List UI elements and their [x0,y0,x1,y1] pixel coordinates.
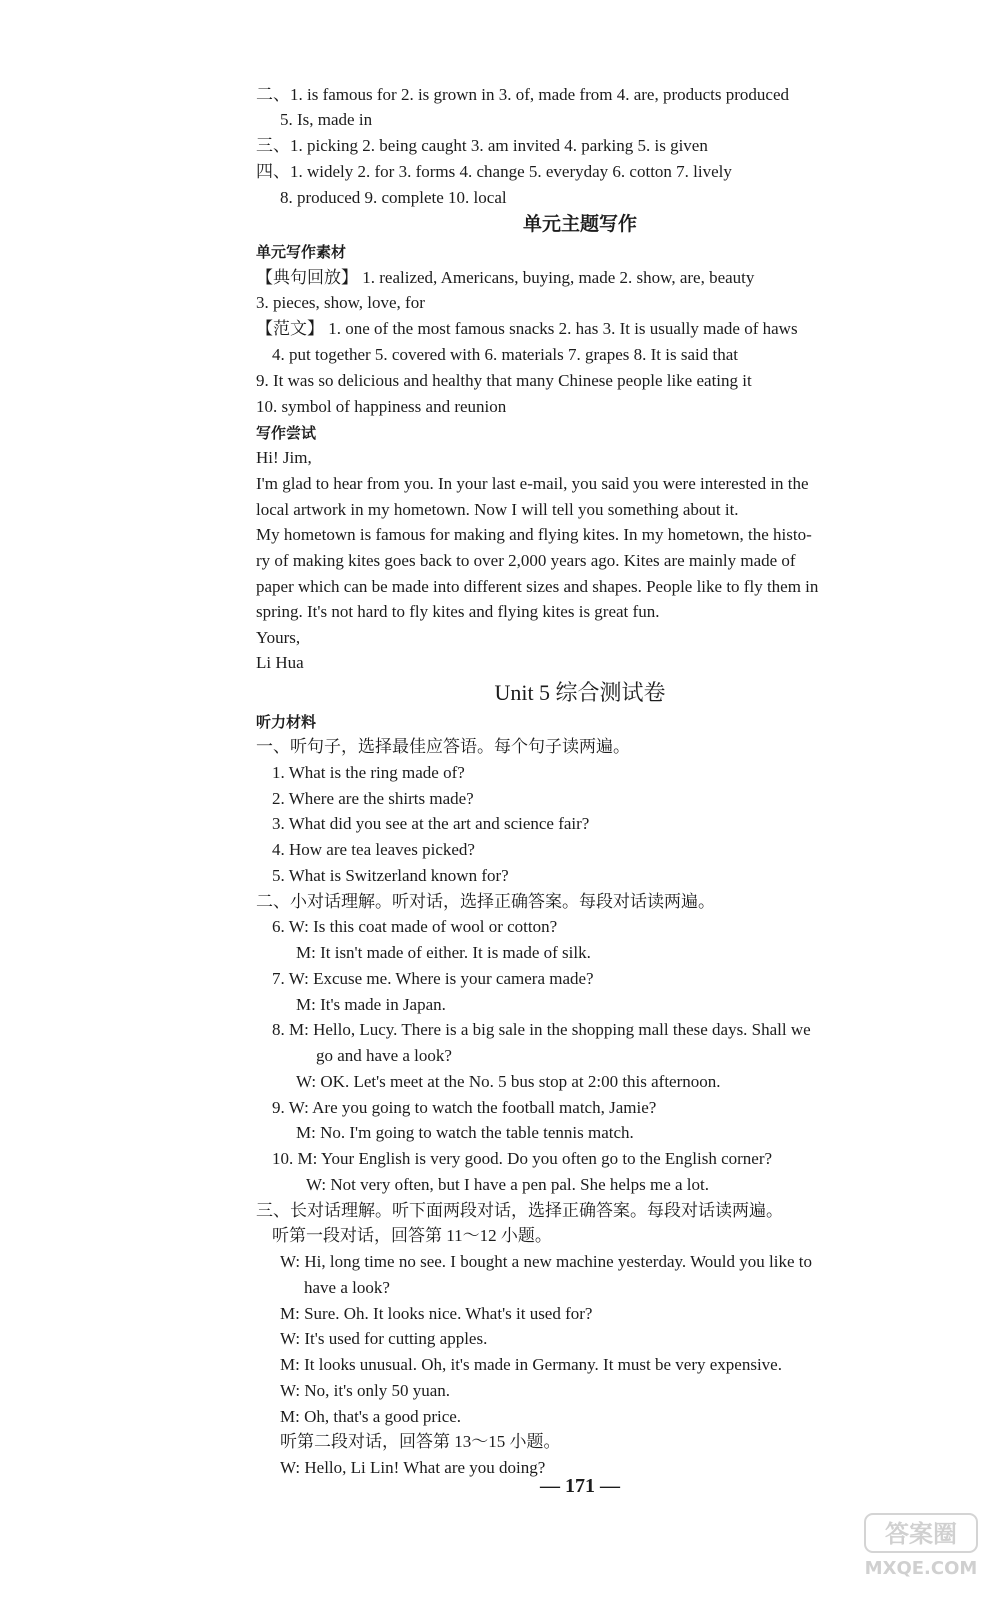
text-line: 3. pieces, show, love, for [256,293,425,312]
watermark-logo-icon [861,1512,981,1582]
text-line: 9. It was so delicious and healthy that many Chinese people like eating it [256,371,752,390]
text-line: 8. M: Hello, Lucy. There is a big sale in the shopping mall these days. Shall we [272,1020,811,1039]
text-line: spring. It's not hard to fly kites and flying kites is great fun. [256,602,660,621]
text-line: have a look? [304,1278,390,1297]
text-line: 1. What is the ring made of? [272,763,465,782]
text-line: 10. symbol of happiness and reunion [256,397,507,416]
text-line: 4. put together 5. covered with 6. materials 7. grapes 8. It is said that [272,345,738,364]
text-line: W: It's used for cutting apples. [280,1329,488,1348]
text-line: My hometown is famous for making and flying kites. In my hometown, the histo- [256,525,812,544]
watermark-logo [861,1512,981,1582]
text-line: M: No. I'm going to watch the table tennis match. [296,1123,634,1142]
page-number: — 171 — [540,1475,620,1497]
text-line: 5. What is Switzerland known for? [272,866,509,885]
text-line: Li Hua [256,653,304,672]
text-line: I'm glad to hear from you. In your last e-mail, you said you were interested in the [256,474,809,493]
text-line: 5. Is, made in [280,110,373,129]
text-line: W: Not very often, but I have a pen pal. She helps me a lot. [306,1175,710,1194]
text-line: W: No, it's only 50 yuan. [280,1381,451,1400]
text-line: M: It's made in Japan. [296,995,446,1014]
text-line: 8. produced 9. complete 10. local [280,188,507,207]
text-line: 听第二段对话，回答第 13～15 小题。 [280,1432,561,1451]
text-line: 3. What did you see at the art and science fair? [272,814,590,833]
text-line: Hi! Jim, [256,448,312,467]
text-line: local artwork in my hometown. Now I will tell you something about it. [256,500,739,519]
text-line: 4. How are tea leaves picked? [272,840,475,859]
text-line: 听第一段对话，回答第 11～12 小题。 [272,1226,552,1245]
section-heading: 写作尝试 [256,424,317,442]
text-line: 二、小对话理解。听对话，选择正确答案。每段对话读两遍。 [256,892,715,911]
section-title: 单元主题写作 [522,213,637,235]
text-line: paper which can be made into different sizes and shapes. People like to fly them in [256,577,819,596]
text-line: M: It looks unusual. Oh, it's made in Germany. It must be very expensive. [280,1355,782,1374]
text-line: 二、1. is famous for 2. is grown in 3. of, made from 4. are, products produced [256,85,790,104]
section-heading: 听力材料 [256,713,317,731]
text-line: 【典句回放】 1. realized, Americans, buying, made 2. show, are, beauty [256,268,755,287]
text-line: 三、1. picking 2. being caught 3. am invited 4. parking 5. is given [256,136,708,155]
text-line: 一、听句子，选择最佳应答语。每个句子读两遍。 [256,737,630,756]
watermark-url: MXQE.COM [864,1558,978,1579]
text-line: W: OK. Let's meet at the No. 5 bus stop at 2:00 this afternoon. [296,1072,721,1091]
unit-title: Unit 5 综合测试卷 [494,680,666,705]
text-line: 【范文】 1. one of the most famous snacks 2. has 3. It is usually made of haws [256,319,798,338]
text-line: ry of making kites goes back to over 2,000 years ago. Kites are mainly made of [256,551,796,570]
text-line: Yours, [256,628,301,647]
text-line: W: Hi, long time no see. I bought a new machine yesterday. Would you like to [280,1252,812,1271]
section-heading: 单元写作素材 [256,243,347,261]
text-line: 9. W: Are you going to watch the football match, Jamie? [272,1098,657,1117]
text-line: 10. M: Your English is very good. Do you often go to the English corner? [272,1149,773,1168]
text-line: M: Oh, that's a good price. [280,1407,462,1426]
text-line: 四、1. widely 2. for 3. forms 4. change 5. everyday 6. cotton 7. lively [256,162,732,181]
text-line: W: Hello, Li Lin! What are you doing? [280,1458,546,1477]
text-line: 2. Where are the shirts made? [272,789,474,808]
text-line: M: It isn't made of either. It is made of silk. [296,943,591,962]
text-line: 7. W: Excuse me. Where is your camera made? [272,969,594,988]
text-line: 6. W: Is this coat made of wool or cotton? [272,917,558,936]
watermark-logo-text: 答案圈 [885,1520,957,1548]
text-line: 三、长对话理解。听下面两段对话，选择正确答案。每段对话读两遍。 [256,1201,783,1220]
text-line: M: Sure. Oh. It looks nice. What's it used for? [280,1304,593,1323]
text-line: go and have a look? [316,1046,452,1065]
